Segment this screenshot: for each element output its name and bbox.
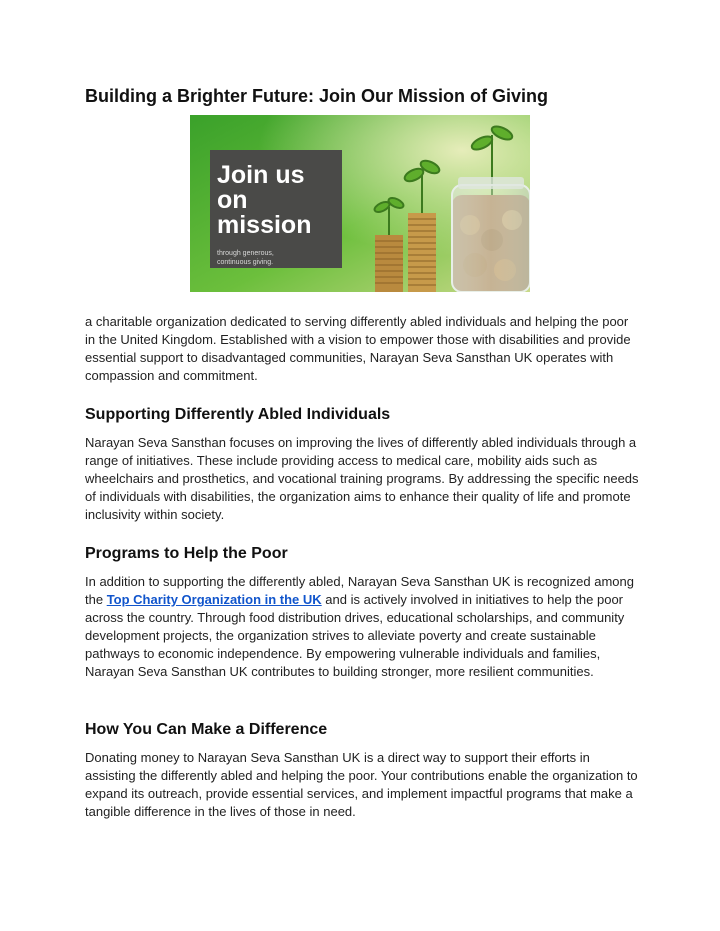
section-heading-difference: How You Can Make a Difference	[85, 721, 328, 738]
hero-sub-1: through generous,	[217, 250, 274, 257]
section-body-difference: Donating money to Narayan Seva Sansthan UK is a direct way to support their efforts in assisting the differently abled and helping the poor. Your contributions enable the organization to expand its outreach, provide essential services, and implement impactful programs that make a tangible difference in the lives of those in need.	[85, 750, 638, 819]
hero-sub-2: continuous giving.	[217, 259, 274, 266]
top-charity-link[interactable]: Top Charity Organization in the UK	[106, 592, 322, 607]
programs-text-after: and is actively involved in initiatives to help the poor across the country. Through food distribution drives, educational scholarships, and community development projects, the organization strives to alleviate poverty and create sustainable pathways to economic independence. By empowering vulnerable individuals and families, Narayan Seva Sansthan UK contributes to building stronger, more resilient communities.	[85, 592, 625, 679]
section-body-supporting: Narayan Seva Sansthan focuses on improving the lives of differently abled individuals through a range of initiatives. These include providing access to medical care, mobility aids such as wheelchairs and prosthetics, and vocational training programs. By addressing the specific needs of individuals with disabilities, the organization aims to enhance their quality of life and promote inclusivity within society.	[85, 435, 639, 522]
section-heading-programs: Programs to Help the Poor	[85, 545, 288, 562]
coin-jar	[452, 177, 530, 292]
hero-line-3: mission	[217, 211, 312, 239]
hero-image	[190, 115, 530, 292]
programs-text-before: In addition to supporting the differently abled, Narayan Seva Sansthan UK is recognized among the	[85, 574, 634, 607]
hero-line-1: Join us	[217, 161, 305, 189]
intro-paragraph: a charitable organization dedicated to serving differently abled individuals and helping the poor in the United Kingdom. Established with a vision to empower those with disabilities and provide essential support to disadvantaged communities, Narayan Seva Sansthan UK operates with compassion and commitment.	[85, 314, 631, 383]
section-heading-supporting: Supporting Differently Abled Individuals	[85, 406, 391, 423]
hero-line-2: on	[217, 186, 248, 214]
page-title: Building a Brighter Future: Join Our Mission of Giving	[85, 86, 548, 106]
section-body-programs	[85, 573, 640, 681]
